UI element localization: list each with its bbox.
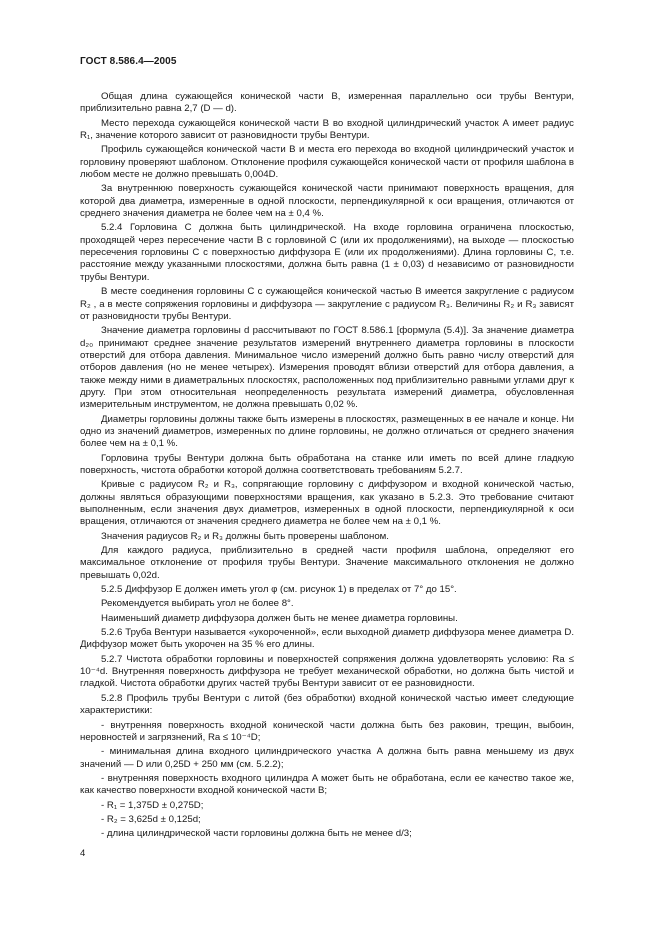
paragraph: Для каждого радиуса, приблизительно в средней части профиля шаблона, определяют его максимальное отклонение от профиля трубы Вентури. Значение максимального отклонения не должно превышать 0,02d.	[80, 545, 574, 581]
paragraph: 5.2.5 Диффузор E должен иметь угол φ (см. рисунок 1) в пределах от 7° до 15°.	[101, 584, 457, 596]
paragraph: Наименьший диаметр диффузора должен быть не менее диаметра горловины.	[101, 612, 458, 624]
paragraph: Место перехода сужающейся конической части B во входной цилиндрический участок A имеет радиус R₁, значение которого зависит от разновидности трубы Вентури.	[80, 117, 574, 142]
paragraph: 5.2.7 Чистота обработки горловины и поверхностей сопряжения должна удовлетворять условию: Ra ≤ 10⁻⁴d. Внутренняя поверхность диффузора не требует механической обработки, но должна быть чистой и гладкой. Чистота обработки других частей трубы Вентури зависит от ее разновидности.	[80, 653, 574, 690]
paragraph: Горловина трубы Вентури должна быть обработана на станке или иметь по всей длине гладкую поверхность, чистота обработки которой должна соответствовать требованиям 5.2.7.	[80, 452, 574, 476]
list-item: - минимальная длина входного цилиндрического участка A должна быть равна меньшему из двух значений — D или 0,25D + 250 мм (см. 5.2.2);	[80, 746, 574, 770]
paragraph: За внутреннюю поверхность сужающейся конической части принимают поверхность вращения, для которой два диаметра, измеренные в одной плоскости, перпендикулярной к оси вращения, отличаются от среднего значения диаметра не более чем на ± 0,4 %.	[80, 183, 574, 220]
list-item: - R₂ = 3,625d ± 0,125d;	[101, 813, 201, 825]
paragraph: Значение диаметра горловины d рассчитывают по ГОСТ 8.586.1 [формула (5.4)]. За значение диаметра d₂₀ принимают среднее значение результатов измерений внутреннего диаметра горловины в плоскости отверстий для отбора давления. Минимальное число измерений должно быть равно числу отверстий для отборов давления (но не менее четырех). Измерения проводят вблизи отверстий для отбора давления, а также между ними в диаметральных плоскостях, расположенных под приблизительно равными углами друг к другу. При этом относительная неопределенность результата измерений диаметра, обусловленная измерительным инструментом, не должна превышать 0,02 %.	[80, 325, 574, 411]
list-item: - R₁ = 1,375D ± 0,275D;	[101, 799, 204, 811]
paragraph: 5.2.8 Профиль трубы Вентури с литой (без обработки) входной конической частью имеет следующие характеристики:	[80, 692, 574, 717]
page-number: 4	[80, 848, 86, 859]
paragraph: Диаметры горловины должны также быть измерены в плоскостях, размещенных в ее начале и конце. Ни одно из значений диаметров, измеренных по длине горловины, не должно отличаться от среднего значения более чем на ± 0,1 %.	[80, 413, 574, 450]
paragraph: В месте соединения горловины C с сужающейся конической частью B имеется закругление с радиусом R₂ , а в месте сопряжения горловины и диффузора — закругление с радиусом R₃. Величины R₂ и R₃ зависят от разновидности трубы Вентури.	[80, 286, 574, 322]
paragraph: Рекомендуется выбирать угол не более 8°.	[101, 598, 294, 610]
body-text	[80, 91, 574, 841]
list-item: - внутренняя поверхность входного цилиндра A может быть не обработана, если ее качество такое же, как качество поверхности входной конической части B;	[80, 772, 574, 797]
list-item: - длина цилиндрической части горловины должна быть не менее d/3;	[101, 828, 412, 840]
paragraph: Кривые с радиусом R₂ и R₃, сопрягающие горловину с диффузором и входной конической частью, должны являться образующими поверхностями вращения, как указано в 5.2.3. Это требование считают выполненным, если значения двух диаметров, измеренных в одной плоскости, перпендикулярной к оси вращения, отличаются от значения среднего диаметра не более чем на ± 0,1 %.	[80, 479, 574, 528]
list-item: - внутренняя поверхность входной конической части должна быть без раковин, трещин, выбоин, неровностей и загрязнений, Ra ≤ 10⁻⁴D;	[80, 719, 574, 743]
paragraph: Значения радиусов R₂ и R₃ должны быть проверены шаблоном.	[101, 530, 389, 542]
paragraph: Профиль сужающейся конической части B и места его перехода во входной цилиндрический участок и горловину проверяют шаблоном. Отклонение профиля сужающейся конической части от профиля шаблона в любом месте не должно превышать 0,004D.	[80, 144, 574, 181]
paragraph: 5.2.4 Горловина C должна быть цилиндрической. На входе горловина ограничена плоскостью, проходящей через пересечение части B с горловиной C (или их продолжениями), на выходе — плоскостью пересечения горловины C с поверхностью диффузора E (или их продолжениями). Длина горловины C, т.е. расстояние между указанными плоскостями, должна быть равна (1 ± 0,03) d независимо от разновидности трубы Вентури.	[80, 222, 574, 283]
document-header: ГОСТ 8.586.4—2005	[80, 56, 177, 67]
paragraph: 5.2.6 Труба Вентури называется «укороченной», если выходной диаметр диффузора менее диаметра D. Диффузор может быть укорочен на 35 % его длины.	[80, 627, 574, 651]
paragraph: Общая длина сужающейся конической части B, измеренная параллельно оси трубы Вентури, приблизительно равна 2,7 (D — d).	[80, 91, 574, 115]
